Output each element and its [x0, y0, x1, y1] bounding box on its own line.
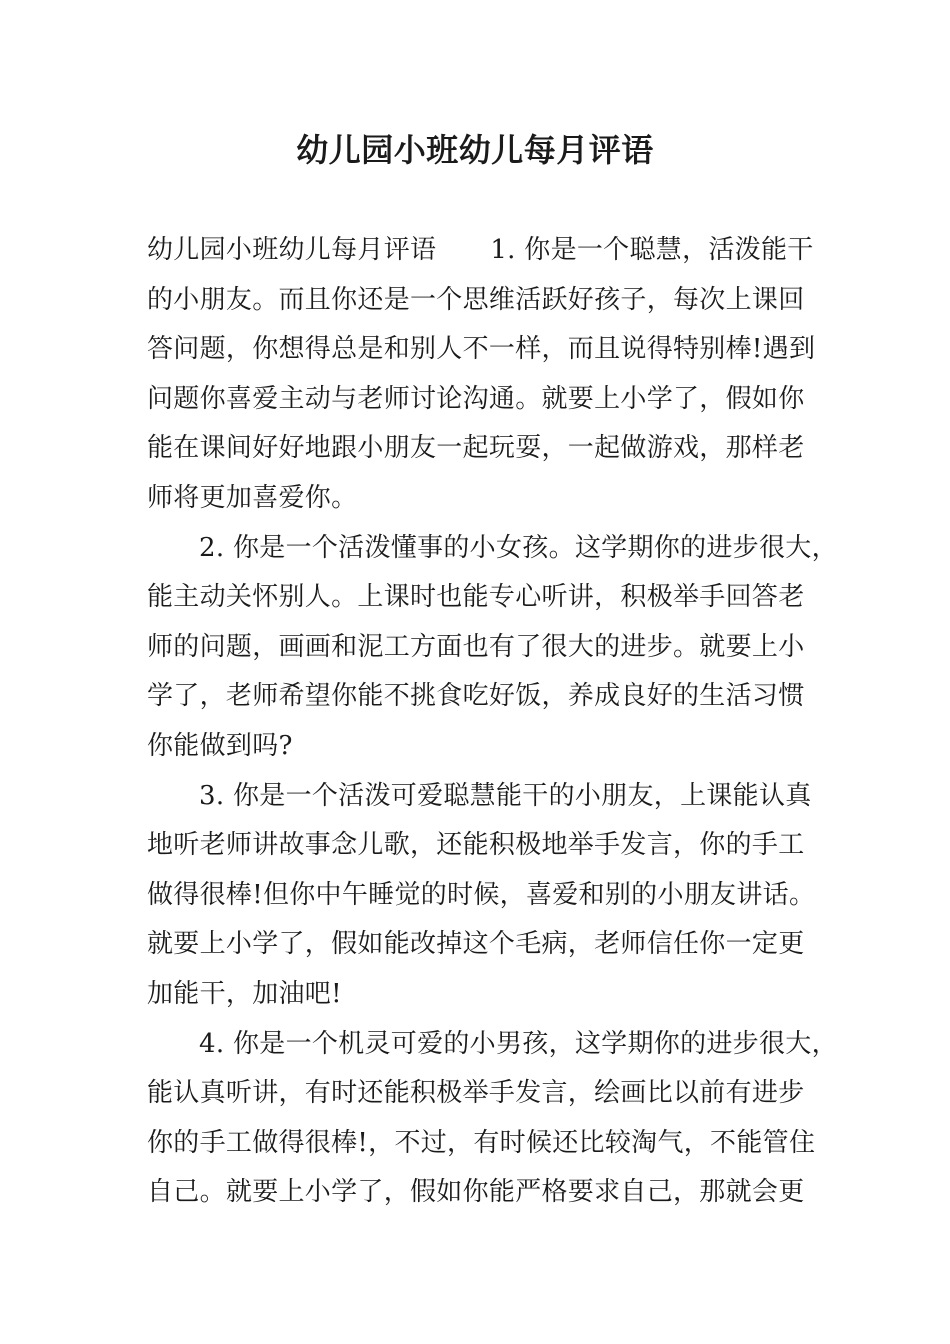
comment-1-start: 1. 你是一个聪慧，活泼能干	[490, 235, 814, 265]
paragraph-line: 学了，老师希望你能不挑食吃好饭，养成良好的生活习惯	[147, 681, 805, 712]
intro-title-repeat: 幼儿园小班幼儿每月评语	[147, 235, 437, 265]
paragraph-line: 你能做到吗?	[147, 730, 293, 761]
paragraph-line: 能认真听讲，有时还能积极举手发言，绘画比以前有进步	[147, 1078, 805, 1109]
paragraph-line: 能主动关怀别人。上课时也能专心听讲，积极举手回答老	[147, 582, 805, 613]
paragraph-4	[147, 1020, 837, 1218]
paragraph-line: 就要上小学了，假如能改掉这个毛病，老师信任你一定更	[147, 929, 805, 960]
paragraph-line: 师的问题，画画和泥工方面也有了很大的进步。就要上小	[147, 631, 805, 662]
paragraph-line: 问题你喜爱主动与老师讨论沟通。就要上小学了，假如你	[147, 383, 805, 414]
paragraph-3	[147, 772, 837, 1020]
paragraph-line: 自己。就要上小学了，假如你能严格要求自己，那就会更	[147, 1177, 805, 1208]
paragraph-line: 做得很棒!但你中午睡觉的时候，喜爱和别的小朋友讲话。	[147, 879, 816, 910]
paragraph-line: 你的手工做得很棒!，不过，有时候还比较淘气，不能管住	[147, 1127, 816, 1158]
paragraph-line: 能在课间好好地跟小朋友一起玩耍，一起做游戏，那样老	[147, 433, 805, 464]
paragraph-line	[147, 226, 837, 276]
paragraph-1	[147, 226, 837, 524]
paragraph-line: 答问题，你想得总是和别人不一样，而且说得特别棒!遇到	[147, 334, 816, 365]
paragraph-2	[147, 524, 837, 772]
page-title: 幼儿园小班幼儿每月评语	[296, 131, 654, 169]
paragraph-line: 地听老师讲故事念儿歌，还能积极地举手发言，你的手工	[147, 830, 805, 861]
paragraph-line: 2. 你是一个活泼懂事的小女孩。这学期你的进步很大，	[199, 532, 838, 563]
paragraph-line: 的小朋友。而且你还是一个思维活跃好孩子，每次上课回	[147, 284, 805, 315]
paragraph-line: 师将更加喜爱你。	[147, 482, 358, 513]
paragraph-line: 4. 你是一个机灵可爱的小男孩，这学期你的进步很大，	[199, 1028, 838, 1059]
paragraph-line: 3. 你是一个活泼可爱聪慧能干的小朋友，上课能认真	[199, 780, 812, 811]
paragraph-line: 加能干，加油吧!	[147, 978, 342, 1009]
document-body	[147, 226, 837, 1218]
